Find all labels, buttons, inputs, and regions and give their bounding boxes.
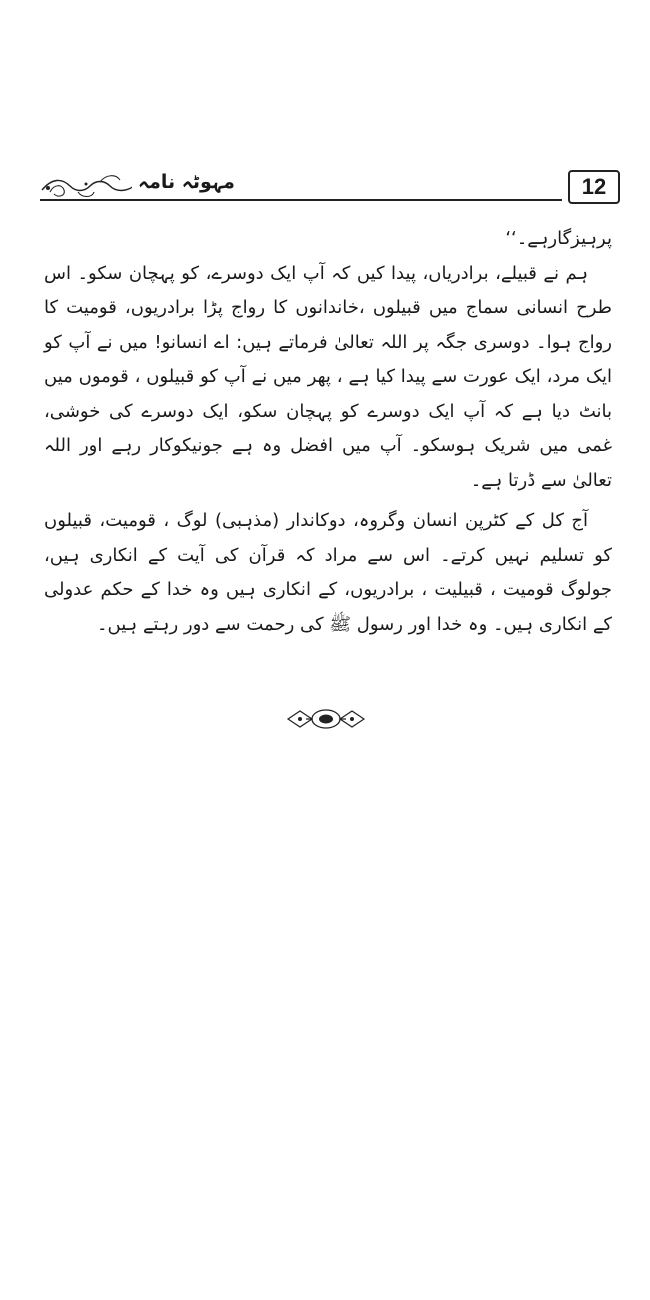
page-number: 12 [568,170,620,204]
paragraph-modern-rejection: آج کل کے کٹرپن انسان وگروہ، دوکاندار (مذہبی) لوگ ، قومیت، قبیلوں کو تسلیم نہیں کرتے۔ اس سے مراد کہ قرآن کی آیت کے انکاری ہیں، جولوگ قومیت ، قبیلیت ، برادریوں، کے انکاری ہیں وہ خدا کے حکم عدولی کے انکاری ہیں۔ وہ خدا اور رسول ﷺ کی رحمت سے دور رہتے ہیں۔ [44,510,612,635]
paragraph-tribes: ہم نے قبیلے، برادریاں، پیدا کیں کہ آپ ایک دوسرے، کو پہچان سکو۔ اس طرح انسانی سماج میں قبیلوں ،خاندانوں کا رواج پڑا برادریوں، قومیت کا رواج ہوا۔ دوسری جگہ پر اللہ تعالیٰ فرماتے ہیں: اے انسانو! میں نے آپ کو ایک مرد، ایک عورت سے پیدا کیا ہے ، پھر میں نے آپ کو قبیلوں ، قوموں میں بانٹ دیا ہے کہ آپ ایک دوسرے کو پہچان سکو، ایک دوسرے کی خوشی، غمی میں شریک ہوسکو۔ آپ میں افضل وہ ہے جونیکوکار رہے اور اللہ تعالیٰ سے ڈرتا ہے۔ [44,262,612,491]
floral-flourish-icon [40,172,136,202]
page-body [44,222,612,642]
book-title: مہوٹہ نامہ [132,171,241,193]
ornamental-divider-icon [286,706,366,732]
paragraph-quote-end: پرہیزگارہے۔‘‘ [505,228,612,249]
page-header [40,170,620,206]
